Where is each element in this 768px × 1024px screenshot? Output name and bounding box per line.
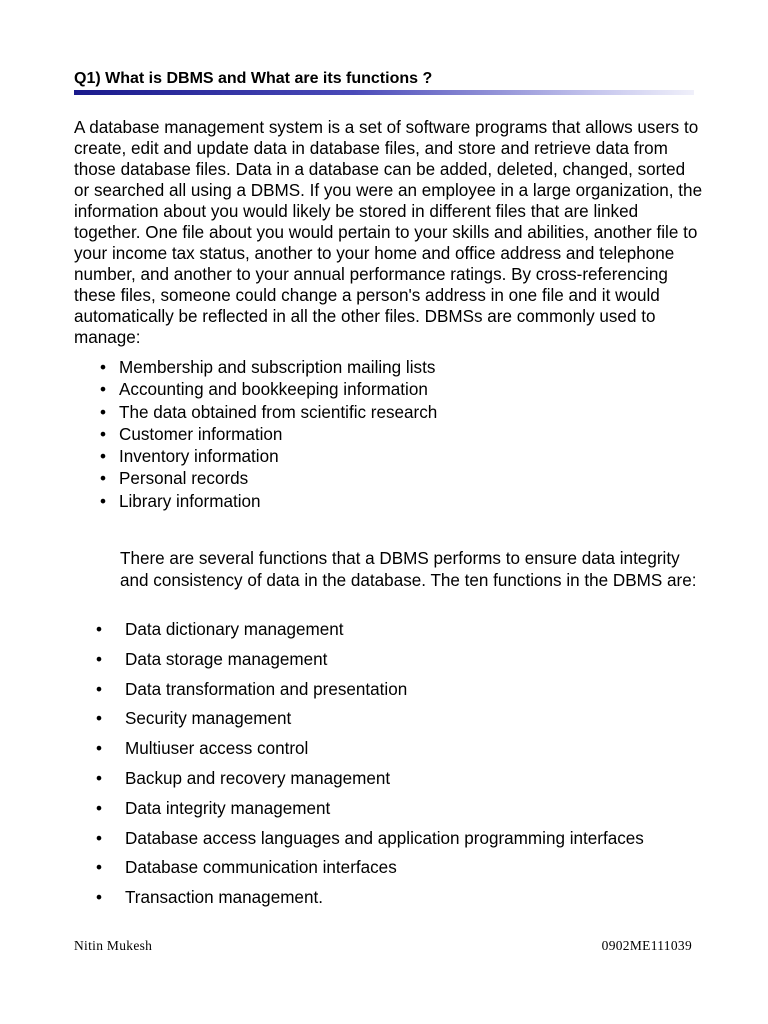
- uses-item-text: Accounting and bookkeeping information: [119, 380, 428, 400]
- bullet-icon: •: [100, 424, 106, 444]
- uses-list-item: [100, 424, 437, 446]
- bullet-icon: •: [96, 798, 102, 818]
- uses-list: [100, 357, 437, 513]
- bullet-icon: •: [96, 858, 102, 878]
- functions-list-item: [96, 887, 644, 917]
- uses-list-item: [100, 446, 437, 468]
- bullet-icon: •: [96, 888, 102, 908]
- function-item-text: Transaction management.: [125, 888, 323, 908]
- uses-item-text: Library information: [119, 491, 261, 511]
- bullet-icon: •: [96, 739, 102, 759]
- uses-item-text: The data obtained from scientific research: [119, 402, 438, 422]
- uses-item-text: Personal records: [119, 469, 249, 489]
- functions-list-item: [96, 679, 644, 709]
- bullet-icon: •: [100, 447, 106, 467]
- footer-roll-number: 0902ME111039: [601, 938, 692, 953]
- functions-list-item: [96, 708, 644, 738]
- functions-list-item: [96, 619, 644, 649]
- functions-list-item: [96, 768, 644, 798]
- bullet-icon: •: [100, 402, 106, 422]
- function-item-text: Data integrity management: [125, 798, 331, 818]
- function-item-text: Security management: [125, 709, 292, 729]
- functions-list: [96, 619, 644, 917]
- function-item-text: Database communication interfaces: [125, 858, 397, 878]
- bullet-icon: •: [100, 491, 106, 511]
- functions-list-item: [96, 857, 644, 887]
- intro-paragraph: A database management system is a set of software programs that allows users to create, edit and update data in database files, and store and retrieve data from those database files. Data in a database can be added, deleted, changed, sorted or searched all using a DBMS. If you were an employee in a large organization, the information about you would likely be stored in different files that are linked together. One file about you would pertain to your skills and abilities, another file to your income tax status, another to your home and office address and telephone number, and another to your annual performance ratings. By cross-referencing these files, someone could change a person's address in one file and it would automatically be reflected in all the other files. DBMSs are commonly used to manage:: [74, 118, 703, 347]
- functions-intro-paragraph: There are several functions that a DBMS performs to ensure data integrity and consistency of data in the database. The ten functions in the DBMS are:: [120, 549, 697, 590]
- bullet-icon: •: [100, 358, 106, 377]
- heading-underline-rule: [74, 90, 694, 95]
- functions-list-item: [96, 828, 644, 858]
- function-item-text: Data transformation and presentation: [125, 679, 408, 699]
- uses-item-text: Membership and subscription mailing lists: [119, 358, 436, 377]
- bullet-icon: •: [100, 469, 106, 489]
- uses-item-text: Customer information: [119, 424, 283, 444]
- bullet-icon: •: [96, 620, 102, 639]
- functions-list-item: [96, 649, 644, 679]
- bullet-icon: •: [96, 679, 102, 699]
- uses-list-item: [100, 468, 437, 490]
- bullet-icon: •: [96, 649, 102, 669]
- functions-list-item: [96, 798, 644, 828]
- function-item-text: Data dictionary management: [125, 620, 344, 639]
- bullet-icon: •: [100, 380, 106, 400]
- functions-list-item: [96, 738, 644, 768]
- bullet-icon: •: [96, 828, 102, 848]
- function-item-text: Multiuser access control: [125, 739, 309, 759]
- bullet-icon: •: [96, 768, 102, 788]
- uses-list-item: [100, 402, 437, 424]
- uses-list-item: [100, 357, 437, 379]
- question-heading: Q1) What is DBMS and What are its functions ?: [74, 70, 433, 87]
- uses-list-item: [100, 491, 437, 513]
- bullet-icon: •: [96, 709, 102, 729]
- function-item-text: Data storage management: [125, 649, 328, 669]
- uses-list-item: [100, 379, 437, 401]
- footer-author: Nitin Mukesh: [74, 938, 153, 953]
- function-item-text: Database access languages and application programming interfaces: [125, 828, 644, 848]
- uses-item-text: Inventory information: [119, 447, 279, 467]
- function-item-text: Backup and recovery management: [125, 768, 391, 788]
